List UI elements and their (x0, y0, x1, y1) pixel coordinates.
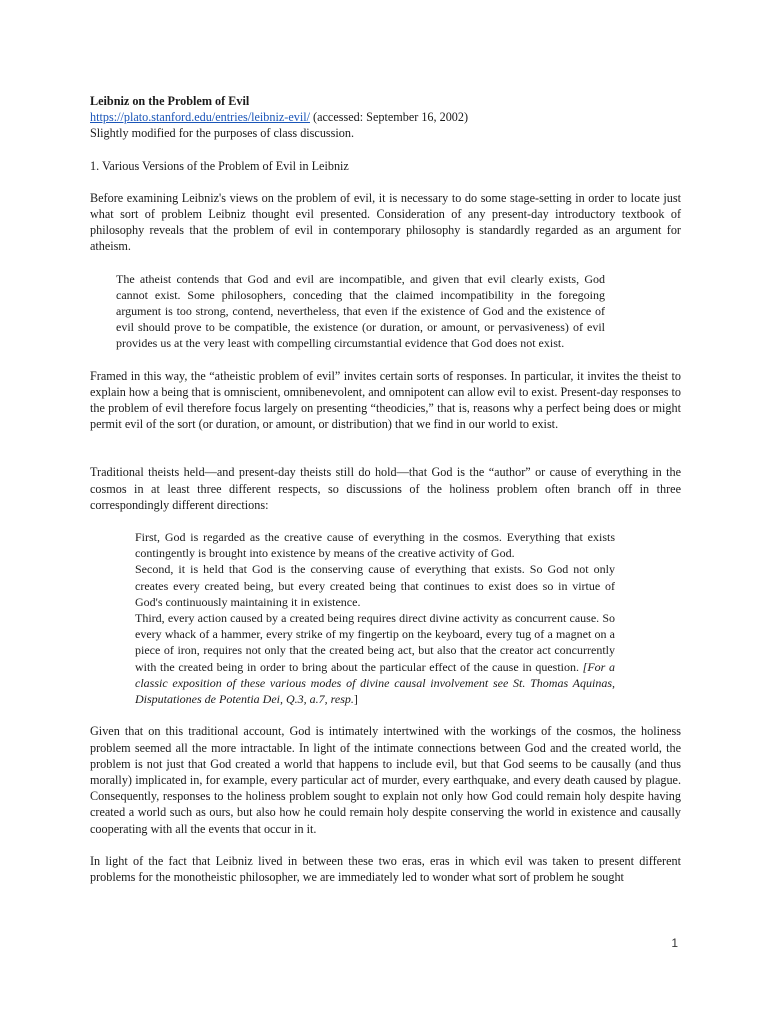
paragraph-5: In light of the fact that Leibniz lived in between these two eras, eras in which evil was taken to present different problems for the monotheistic philosopher, we are immediately led to wonder what sort of problem he sought (90, 853, 681, 884)
paragraph-3: Traditional theists held—and present-day theists still do hold—that God is the “author” or cause of everything in the cosmos in at least three different respects, so discussions of the holiness problem often branch off in three correspondingly different directions: (90, 465, 681, 512)
quote-third-item (135, 610, 615, 707)
accessed-date: (accessed: September 16, 2002) (310, 110, 469, 125)
source-link[interactable]: https://plato.stanford.edu/entries/leibniz-evil/ (90, 110, 310, 125)
document-title: Leibniz on the Problem of Evil (90, 94, 250, 108)
section-heading: 1. Various Versions of the Problem of Evil in Leibniz (90, 158, 349, 173)
quote-third-text: Third, every action caused by a created being requires direct divine activity as concurrent cause. So every whack of a hammer, every strike of my fingertip on the keyboard, every tug of a magnet on a piece of iron, requires not only that the created being act, but also that the creator act concurrently with the created being in order to bring about the particular effect of the cause in question. (135, 611, 615, 674)
quote-first-item: First, God is regarded as the creative cause of everything in the cosmos. Everything that exists contingently is brought into existence by means of the creative activity of God. (135, 530, 615, 561)
quote-second-item: Second, it is held that God is the conserving cause of everything that exists. So God not only creates every created being, but every created being that continues to exist does so in virtue of God's continuously maintaining it in existence. (135, 562, 615, 609)
paragraph-1: Before examining Leibniz's views on the problem of evil, it is necessary to do some stage-setting in order to locate just what sort of problem Leibniz thought evil presented. Consideration of any present-day introductory textbook of philosophy reveals that the problem of evil in contemporary philosophy is standardly regarded as an argument for atheism. (90, 190, 681, 254)
page-number: 1 (671, 936, 678, 950)
document-body (90, 93, 681, 885)
modified-note: Slightly modified for the purposes of class discussion. (90, 126, 355, 141)
source-line (90, 109, 681, 125)
quote-citation-close: ] (353, 692, 358, 707)
block-quote-2 (135, 529, 615, 707)
quote-citation: [For a classic exposition of these various modes of divine causal involvement see St. Thomas Aquinas, Disputationes de Potentia Dei, Q.3, a.7, resp. (135, 659, 615, 707)
paragraph-2: Framed in this way, the “atheistic problem of evil” invites certain sorts of responses. In particular, it invites the theist to explain how a being that is omniscient, omnibenevolent, and omnipotent can allow evil to exist. Present-day responses to the problem of evil therefore focus largely on presenting “theodicies,” that is, reasons why a perfect being does or might permit evil of the sort (or duration, or amount, or distribution) that we find in our world to exist. (90, 368, 681, 432)
block-quote-1: The atheist contends that God and evil are incompatible, and given that evil clearly exists, God cannot exist. Some philosophers, conceding that the claimed incompatibility in the foregoing argument is too strong, contend, nevertheless, that even if the existence of God and the existence of evil should prove to be compatible, the existence (or duration, or amount, or pervasiveness) of evil provides us at the very least with compelling circumstantial evidence that God does not exist. (116, 271, 605, 351)
paragraph-4: Given that on this traditional account, God is intimately intertwined with the workings of the cosmos, the holiness problem seemed all the more intractable. In light of the intimate connections between God and the created world, the problem is not just that God created a world that happens to include evil, but that God seems to be causally (and thus morally) implicated in, for example, every particular act of murder, every earthquake, and every death caused by plague. Consequently, responses to the holiness problem sought to explain not only how God could remain holy despite having created a world such as ours, but also how he could remain holy despite conserving the world in existence and causally cooperating with all the events that occur in it. (90, 724, 681, 836)
